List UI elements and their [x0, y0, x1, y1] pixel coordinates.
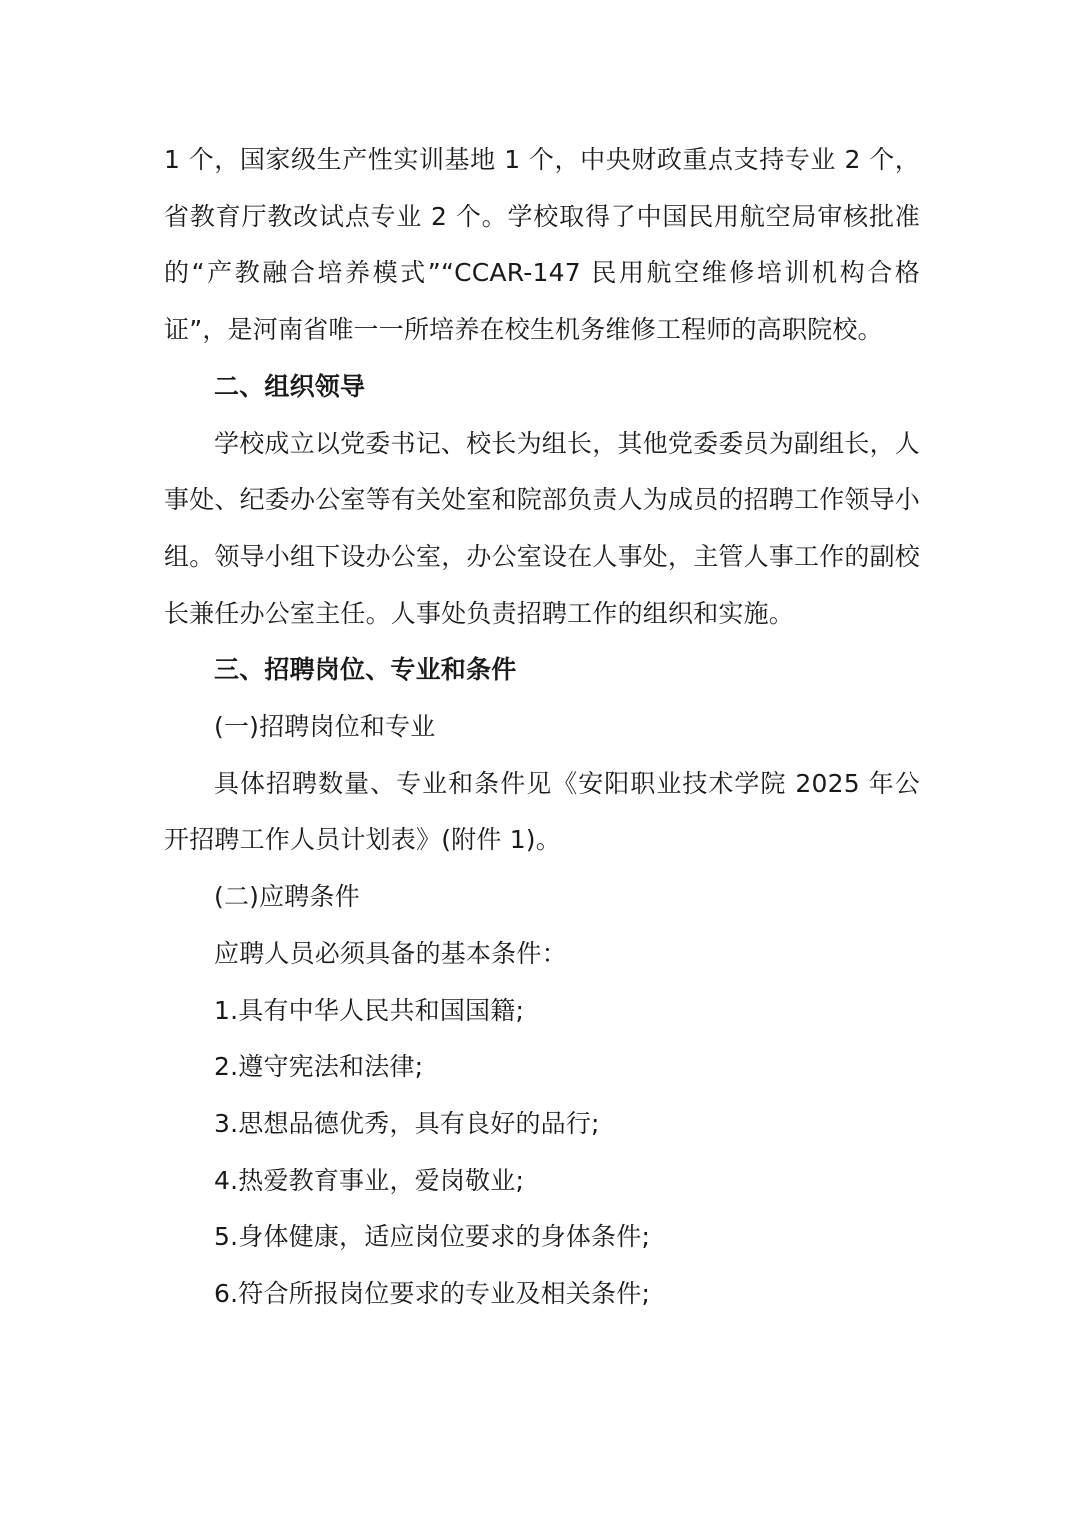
condition-item: 1.具有中华人民共和国国籍;: [214, 995, 525, 1025]
section-heading-organization: 二、组织领导: [214, 371, 366, 401]
subsection-heading-conditions: (二)应聘条件: [214, 882, 360, 912]
condition-item: 4.热爱教育事业，爱岗敬业;: [214, 1165, 525, 1195]
condition-item: 5.身体健康，适应岗位要求的身体条件;: [214, 1222, 651, 1252]
condition-item: 3.思想品德优秀，具有良好的品行;: [214, 1108, 600, 1138]
positions-paragraph: 具体招聘数量、专业和条件见《安阳职业技术学院 2025 年公开招聘工作人员计划表》(附件 1)。: [164, 768, 920, 855]
document-body: [164, 132, 920, 1323]
condition-item: 2.遵守宪法和法律;: [214, 1052, 424, 1082]
section-heading-positions: 三、招聘岗位、专业和条件: [214, 655, 517, 685]
condition-item: 6.符合所报岗位要求的专业及相关条件;: [214, 1279, 651, 1309]
conditions-intro: 应聘人员必须具备的基本条件：: [214, 938, 567, 968]
subsection-heading-positions: (一)招聘岗位和专业: [214, 712, 436, 742]
organization-paragraph: 学校成立以党委书记、校长为组长，其他党委委员为副组长，人事处、纪委办公室等有关处室和院部负责人为成员的招聘工作领导小组。领导小组下设办公室，办公室设在人事处，主管人事工作的副校长兼任办公室主任。人事处负责招聘工作的组织和实施。: [164, 428, 921, 628]
intro-paragraph: 1 个，国家级生产性实训基地 1 个，中央财政重点支持专业 2 个，省教育厅教改试点专业 2 个。学校取得了中国民用航空局审核批准的“产教融合培养模式”“CCAR-147 民用航空维修培训机构合格证”，是河南省唯一一所培养在校生机务维修工程师的高职院校。: [164, 145, 920, 345]
